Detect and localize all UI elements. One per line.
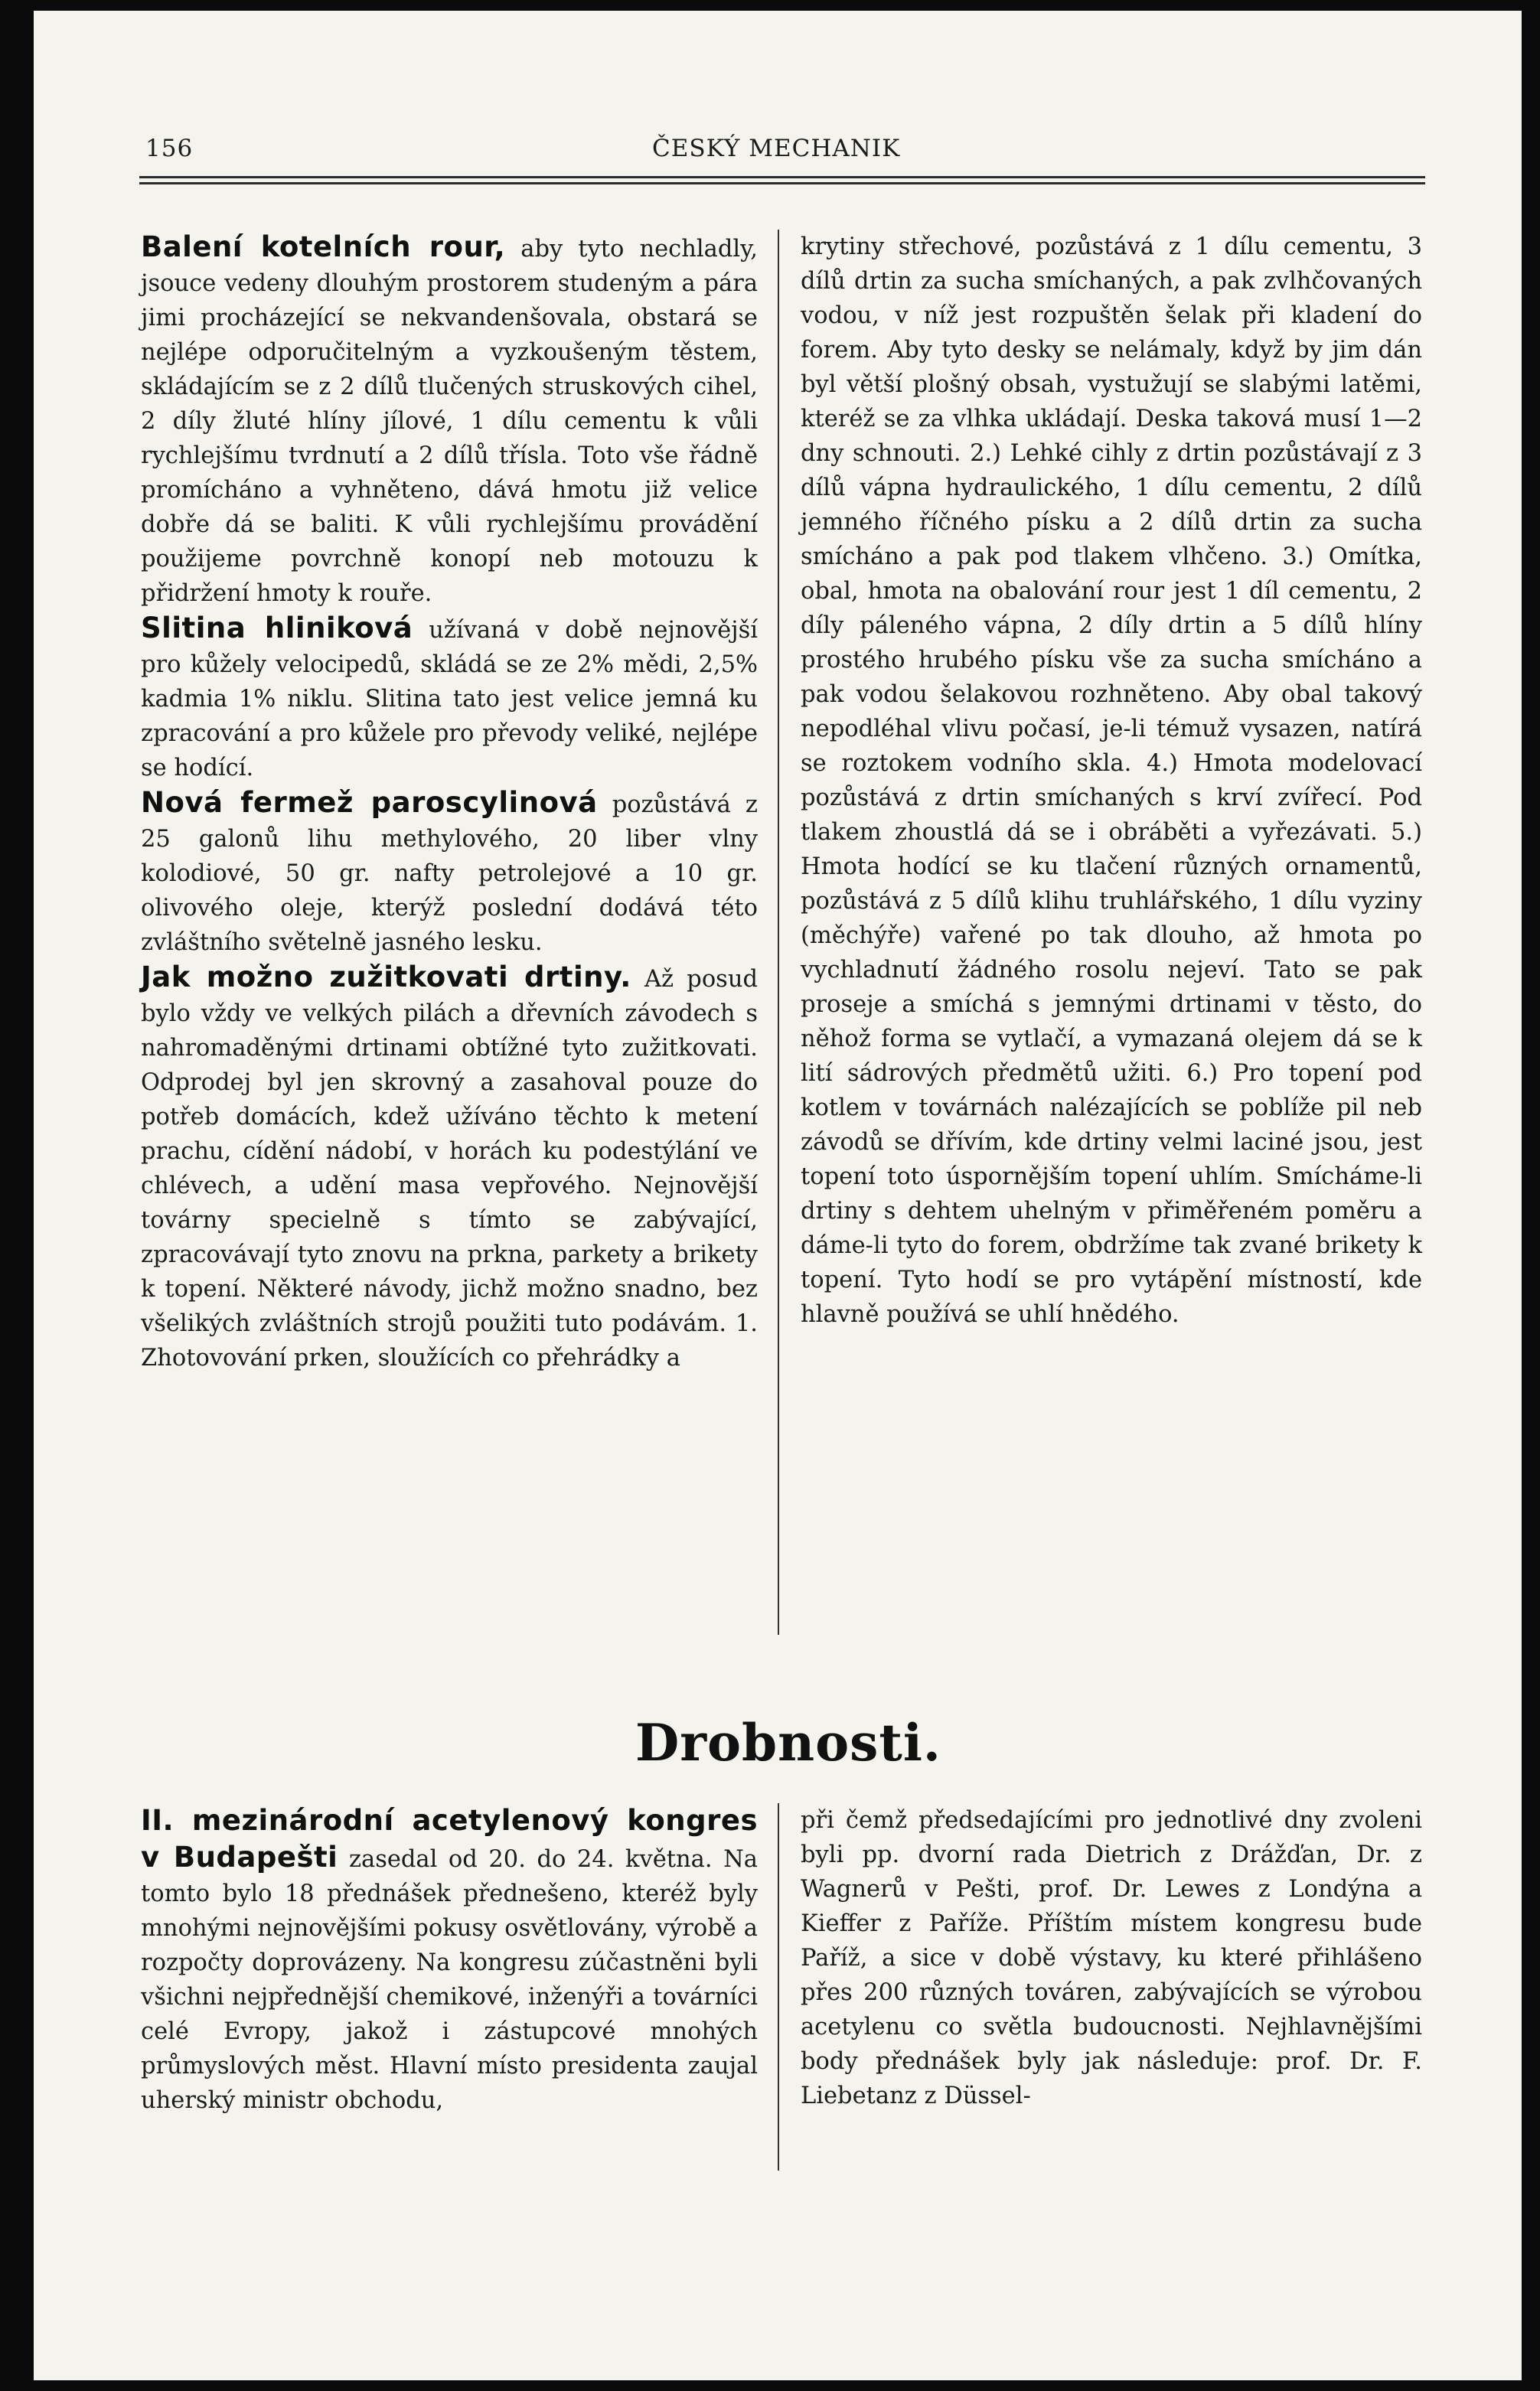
body-kongres-left: zasedal od 20. do 24. května. Na tomto bylo 18 přednášek přednešeno, kteréž byly mnohými nejnovějšími pokusy osvětlovány, výrobě a rozpočty doprovázeny. Na kongresu zúčastněni byli všichni nejpřednější chemikové, inženýři a továrníci celé Evropy, jakož i zástupcové mnohých průmyslových měst. Hlavní místo presidenta zaujal uherský ministr obchodu, bbox=[141, 1846, 758, 2114]
article-kongres bbox=[141, 1803, 758, 2118]
right-column-bottom bbox=[801, 1803, 1422, 2113]
running-header bbox=[145, 126, 1424, 164]
journal-title: ČESKÝ MECHANIK bbox=[652, 135, 901, 162]
left-column-bottom bbox=[141, 1803, 758, 2118]
heading-fermez: Nová fermež paroscylinová bbox=[141, 786, 598, 819]
body-drtiny-right: krytiny střechové, pozůstává z 1 dílu cementu, 3 dílů drtin za sucha smíchaných, a pak zvlhčovaných vodou, v níž jest rozpuštěn šelak při kladení do forem. Aby tyto desky se nelámaly, když by jim dán byl větší plošný obsah, vystužují se slabými latěmi, kteréž se za vlhka ukládají. Deska taková musí 1—2 dny schnouti. 2.) Lehké cihly z drtin pozůstávají z 3 dílů vápna hydraulického, 1 dílu cementu, 2 dílů jemného říčného písku a 2 dílů drtin za sucha smícháno a pak pod tlakem vlhčeno. 3.) Omítka, obal, hmota na obalování rour jest 1 díl cementu, 2 díly páleného vápna, 2 díly drtin a 5 dílů hlíny prostého hrubého písku vše za sucha smícháno a pak vodou šelakovou rozhněteno. Aby obal takový nepodléhal vlivu počasí, je-li témuž vysazen, natírá se roztokem vodního skla. 4.) Hmota modelovací pozůstává z drtin smíchaných s krví zvířecí. Pod tlakem zhoustlá dá se i obráběti a vyřezávati. 5.) Hmota hodící se ku tlačení různých ornamentů, pozůstává z 5 dílů klihu truhlářského, 1 dílu vyziny (měchýře) vařené po tak dlouho, až hmota po vychladnutí žádného rosolu nejeví. Tato se pak proseje a smíchá s jemnými drtinami v těsto, do něhož forma se vytlačí, a vymazaná olejem dá se k lití sádrových předmětů užiti. 6.) Pro topení pod kotlem v továrnách nalézajících se poblíže pil neb závodů se dřívím, kde drtiny velmi laciné jsou, jest topení toto úspornějším topení uhlím. Smícháme-li drtiny s dehtem uhelným v přiměřeném poměru a dáme-li tyto do forem, obdržíme tak zvané brikety k topení. Tyto hodí se pro vytápění místností, kde hlavně používá se uhlí hnědého. bbox=[801, 233, 1422, 1328]
left-column-top bbox=[141, 230, 758, 1375]
page-number: 156 bbox=[145, 135, 194, 162]
column-divider-bottom bbox=[778, 1803, 779, 2171]
article-slitina bbox=[141, 611, 758, 785]
header-rule-top bbox=[139, 176, 1425, 178]
body-baleni: aby tyto nechladly, jsouce vedeny dlouhým prostorem studeným a pára jimi procházející se nekvandenšovala, obstará se nejlépe odporučitelným a vyzkoušeným těstem, skládajícím se z 2 dílů tlučených struskových cihel, 2 díly žluté hlíny jílové, 1 dílu cementu k vůli rychlejšímu tvrdnutí a 2 dílů třísla. Toto vše řádně promícháno a vyhněteno, dává hmotu již velice dobře dá se baliti. K vůli rychlejšímu provádění použijeme povrchně konopí neb motouzu k přidržení hmoty k rouře. bbox=[141, 236, 759, 607]
article-drtiny bbox=[141, 960, 758, 1375]
header-rule-bottom bbox=[139, 182, 1425, 184]
body-kongres-right: při čemž předsedajícími pro jednotlivé dny zvoleni byli pp. dvorní rada Dietrich z Drážďan, Dr. z Wagnerů v Pešti, prof. Dr. Lewes z Londýna a Kieffer z Paříže. Příštím místem kongresu bude Paříž, a sice v době výstavy, ku které přihlášeno přes 200 různých továren, zabývajících se výrobou acetylenu co světla budoucnosti. Nejhlavnějšími body přednášek byly jak následuje: prof. Dr. F. Liebetanz z Düssel- bbox=[801, 1807, 1422, 2109]
heading-slitina: Slitina hliniková bbox=[141, 612, 413, 644]
section-title: Drobnosti. bbox=[635, 1713, 941, 1773]
heading-kongres: II. mezinárodní acetylenový kongres v Budapešti bbox=[141, 1804, 758, 1874]
body-slitina: užívaná v době nejnovější pro kůžely velocipedů, skládá se ze 2% mědi, 2,5% kadmia 1% niklu. Slitina tato jest velice jemná ku zpracování a pro kůžele pro převody veliké, nejlépe se hodící. bbox=[141, 617, 758, 781]
heading-baleni: Balení kotelních rour, bbox=[141, 230, 506, 263]
right-column-top bbox=[801, 230, 1422, 1332]
article-baleni bbox=[141, 230, 758, 611]
body-drtiny-left: Až posud bylo vždy ve velkých pilách a dřevních závodech s nahromaděnými drtinami obtížné tyto zužitkovati. Odprodej byl jen skrovný a zasahoval pouze do potřeb domácích, kdež užíváno těchto k metení prachu, cídění nádobí, v horách ku podestýlání ve chlévech, a udění masa vepřového. Nejnovější továrny specielně s tímto se zabývající, zpracovávají tyto znovu na prkna, parkety a brikety k topení. Některé návody, jichž možno snadno, bez všelikých zvláštních strojů použiti tuto podávám. 1. Zhotovování prken, sloužících co přehrádky a bbox=[141, 966, 759, 1372]
article-fermez bbox=[141, 785, 758, 960]
body-fermez: pozůstává z 25 galonů lihu methylového, 20 liber vlny kolodiové, 50 gr. nafty petrolejové a 10 gr. olivového oleje, kterýž poslední dodává této zvláštního světelně jasného lesku. bbox=[141, 791, 758, 956]
heading-drtiny: Jak možno zužitkovati drtiny. bbox=[141, 961, 631, 993]
column-divider-top bbox=[778, 230, 779, 1635]
